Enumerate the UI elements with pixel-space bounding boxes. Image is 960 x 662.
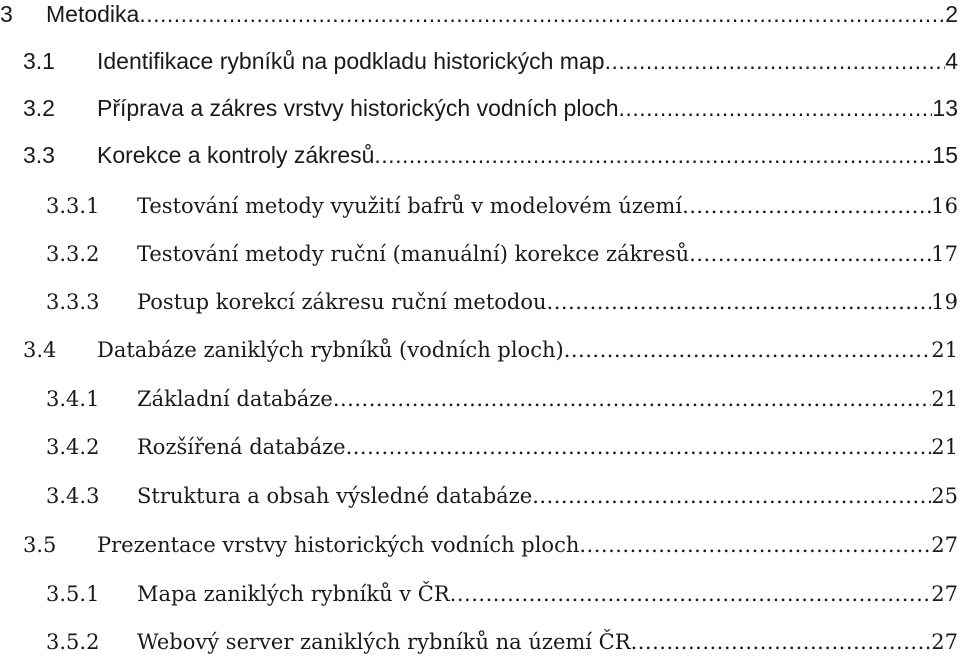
toc-entry-page: 4 bbox=[945, 47, 958, 74]
toc-entry-title: Databáze zaniklých rybníků (vodních ploch) bbox=[97, 338, 564, 362]
toc-entry-page: 25 bbox=[931, 484, 958, 508]
toc-entry-number: 3.5.2 bbox=[46, 630, 100, 654]
toc-entry-page: 27 bbox=[931, 582, 958, 606]
toc-entry-3-3-2[interactable] bbox=[0, 234, 960, 274]
toc-entry-title: Základní databáze bbox=[137, 387, 333, 411]
toc-entry-3[interactable] bbox=[0, 0, 960, 34]
toc-entry-3-2[interactable] bbox=[0, 88, 960, 128]
toc-dot-leader bbox=[450, 582, 932, 606]
toc-entry-3-4-2[interactable] bbox=[0, 427, 960, 467]
toc-dot-leader bbox=[689, 242, 931, 266]
toc-entry-title: Webový server zaniklých rybníků na území ČR bbox=[137, 630, 631, 654]
toc-entry-title: Korekce a kontroly zákresů bbox=[97, 141, 375, 168]
toc-dot-leader bbox=[579, 533, 931, 557]
toc-entry-number: 3 bbox=[0, 0, 13, 27]
toc-dot-leader bbox=[333, 387, 931, 411]
toc-entry-number: 3.4.2 bbox=[46, 435, 100, 459]
toc-dot-leader bbox=[547, 290, 932, 314]
toc-entry-number: 3.5 bbox=[23, 533, 57, 557]
toc-entry-number: 3.4 bbox=[23, 338, 57, 362]
toc-entry-title: Mapa zaniklých rybníků v ČR bbox=[137, 582, 450, 606]
toc-entry-3-3-3[interactable] bbox=[0, 282, 960, 322]
toc-entry-page: 27 bbox=[931, 630, 958, 654]
toc-dot-leader bbox=[374, 142, 932, 169]
toc-entry-number: 3.4.3 bbox=[46, 484, 100, 508]
toc-dot-leader bbox=[346, 435, 932, 459]
toc-dot-leader bbox=[682, 194, 931, 218]
toc-dot-leader bbox=[564, 338, 932, 362]
toc-entry-page: 21 bbox=[931, 387, 958, 411]
toc-entry-page: 21 bbox=[931, 435, 958, 459]
toc-entry-page: 13 bbox=[932, 94, 958, 121]
toc-entry-page: 2 bbox=[945, 0, 958, 27]
toc-dot-leader bbox=[532, 484, 931, 508]
toc-entry-page: 21 bbox=[931, 338, 958, 362]
toc-entry-number: 3.3.2 bbox=[46, 242, 100, 266]
toc-entry-number: 3.3 bbox=[23, 141, 55, 168]
toc-entry-3-4-3[interactable] bbox=[0, 476, 960, 516]
toc-entry-number: 3.5.1 bbox=[46, 582, 100, 606]
toc-entry-title: Rozšířená databáze bbox=[137, 435, 346, 459]
toc-dot-leader bbox=[631, 630, 932, 654]
toc-entry-page: 16 bbox=[931, 194, 958, 218]
toc-entry-title: Testování metody ruční (manuální) korekce zákresů bbox=[137, 242, 690, 266]
toc-entry-3-5-1[interactable] bbox=[0, 574, 960, 614]
toc-dot-leader bbox=[605, 48, 946, 75]
toc-entry-number: 3.1 bbox=[23, 47, 55, 74]
toc-entry-title: Metodika bbox=[46, 0, 140, 27]
toc-entry-title: Prezentace vrstvy historických vodních ploch bbox=[97, 533, 580, 557]
toc-entry-page: 27 bbox=[931, 533, 958, 557]
toc-dot-leader bbox=[619, 95, 933, 122]
toc-entry-3-5[interactable] bbox=[0, 525, 960, 565]
toc-entry-title: Příprava a zákres vrstvy historických vodních ploch bbox=[97, 94, 619, 121]
toc-entry-3-3-1[interactable] bbox=[0, 186, 960, 226]
toc-entry-number: 3.3.1 bbox=[46, 194, 100, 218]
toc-entry-3-3[interactable] bbox=[0, 135, 960, 175]
toc-dot-leader bbox=[139, 1, 945, 28]
toc-entry-3-4-1[interactable] bbox=[0, 379, 960, 419]
toc-entry-3-5-2[interactable] bbox=[0, 622, 960, 662]
toc-entry-page: 19 bbox=[931, 290, 958, 314]
toc-entry-number: 3.2 bbox=[23, 94, 55, 121]
toc-entry-number: 3.4.1 bbox=[46, 387, 100, 411]
toc-entry-page: 15 bbox=[932, 141, 958, 168]
toc-entry-title: Struktura a obsah výsledné databáze bbox=[137, 484, 533, 508]
toc-entry-3-1[interactable] bbox=[0, 41, 960, 81]
toc-entry-3-4[interactable] bbox=[0, 330, 960, 370]
toc-entry-title: Postup korekcí zákresu ruční metodou bbox=[137, 290, 547, 314]
toc-entry-number: 3.3.3 bbox=[46, 290, 100, 314]
toc-entry-title: Identifikace rybníků na podkladu historických map bbox=[97, 47, 605, 74]
toc-entry-title: Testování metody využití bafrů v modelovém území bbox=[137, 194, 683, 218]
toc-entry-page: 17 bbox=[931, 242, 958, 266]
